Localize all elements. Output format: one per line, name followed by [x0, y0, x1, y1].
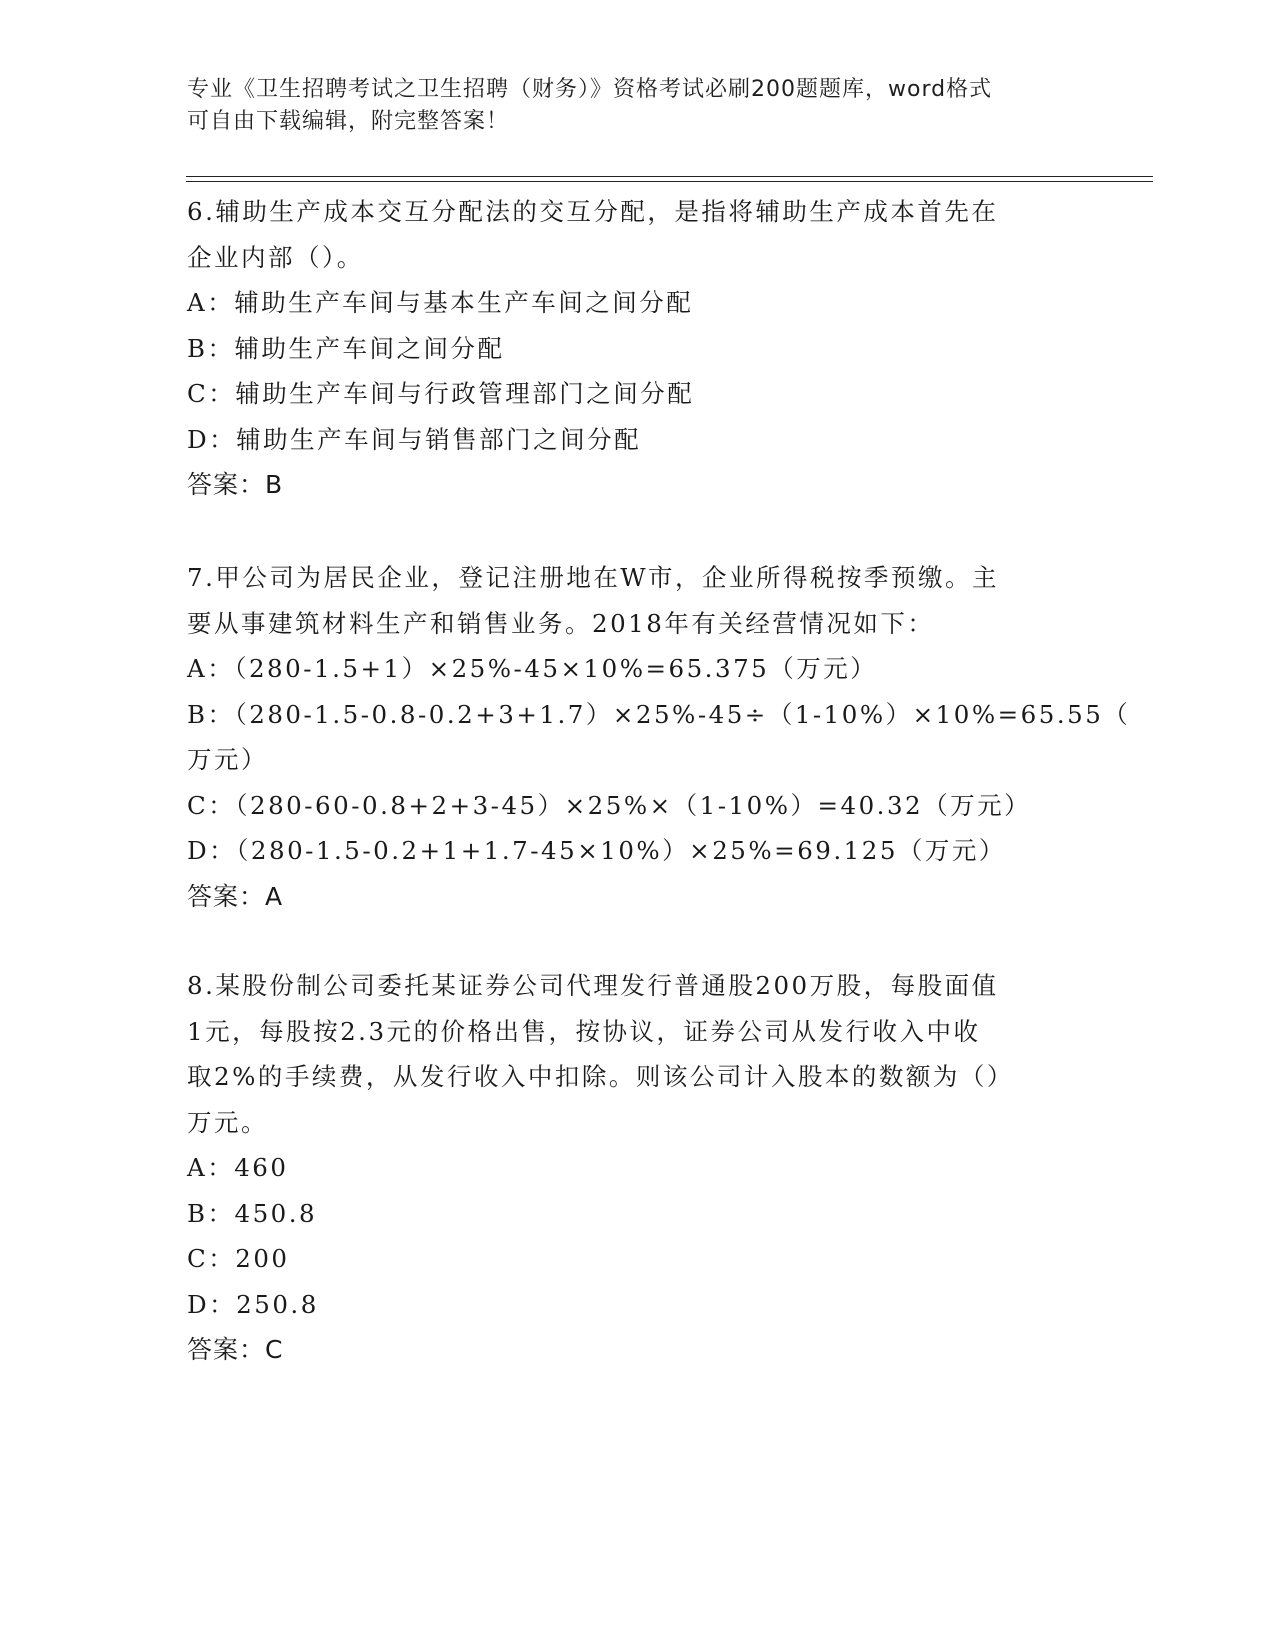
- stem-line: 1元，每股按2.3元的价格出售，按协议，证券公司从发行收入中收: [187, 1016, 981, 1046]
- option-c: [187, 783, 1067, 829]
- header-divider-bottom: [186, 181, 1153, 182]
- option-line: C：200: [187, 1244, 290, 1273]
- stem-line: 取2%的手续费，从发行收入中扣除。则该公司计入股本的数额为（）: [187, 1062, 1014, 1091]
- option-b: [187, 1191, 1067, 1237]
- question-stem: [187, 189, 1067, 280]
- question-7: [187, 555, 1131, 919]
- option-line: D：250.8: [187, 1289, 319, 1319]
- option-line: D：辅助生产车间与销售部门之间分配: [187, 424, 642, 454]
- option-d: [187, 828, 1067, 874]
- option-line: C：辅助生产车间与行政管理部门之间分配: [187, 379, 695, 408]
- option-line: B：（280-1.5-0.8-0.2+3+1.7）×25%-45÷（1-10%）×10%=65.55（: [187, 699, 1131, 729]
- option-b: [187, 326, 1067, 372]
- header-line-1: 专业《卫生招聘考试之卫生招聘（财务）》资格考试必刷200题题库，word格式: [187, 77, 993, 102]
- answer: 答案：B: [187, 470, 284, 499]
- option-line: A：辅助生产车间与基本生产车间之间分配: [187, 288, 694, 317]
- question-6: [187, 189, 1067, 508]
- option-d: [187, 417, 1067, 463]
- option-line: 万元）: [187, 745, 268, 774]
- option-a: [187, 1145, 1067, 1191]
- stem-line: 6.辅助生产成本交互分配法的交互分配，是指将辅助生产成本首先在: [187, 197, 999, 226]
- option-b: [187, 692, 1131, 783]
- question-stem: [187, 555, 1067, 646]
- option-c: [187, 371, 1067, 417]
- stem-line: 要从事建筑材料生产和销售业务。2018年有关经营情况如下：: [187, 608, 935, 638]
- stem-line: 企业内部（）。: [187, 242, 364, 272]
- option-line: A：（280-1.5+1）×25%-45×10%=65.375（万元）: [187, 654, 878, 683]
- header-divider-top: [186, 176, 1153, 177]
- question-stem: [187, 963, 1067, 1145]
- option-line: C：（280-60-0.8+2+3-45）×25%×（1-10%）=40.32（万元）: [187, 790, 1032, 820]
- option-a: [187, 646, 1067, 692]
- stem-line: 万元。: [187, 1107, 268, 1137]
- question-8: [187, 963, 1067, 1373]
- stem-line: 8.某股份制公司委托某证券公司代理发行普通股200万股，每股面值: [187, 971, 999, 1000]
- option-line: B：450.8: [187, 1198, 318, 1228]
- option-a: [187, 280, 1067, 326]
- answer: 答案：A: [187, 881, 284, 911]
- option-line: B：辅助生产车间之间分配: [187, 333, 505, 363]
- option-line: A：460: [187, 1153, 289, 1182]
- option-d: [187, 1282, 1067, 1328]
- option-line: D：（280-1.5-0.2+1+1.7-45×10%）×25%=69.125（万元）: [187, 836, 1006, 865]
- answer: 答案：C: [187, 1335, 284, 1364]
- header-line-2: 可自由下载编辑，附完整答案！: [187, 109, 510, 134]
- stem-line: 7.甲公司为居民企业，登记注册地在W市，企业所得税按季预缴。主: [187, 563, 1000, 592]
- document-header: [187, 74, 1067, 138]
- option-c: [187, 1236, 1067, 1282]
